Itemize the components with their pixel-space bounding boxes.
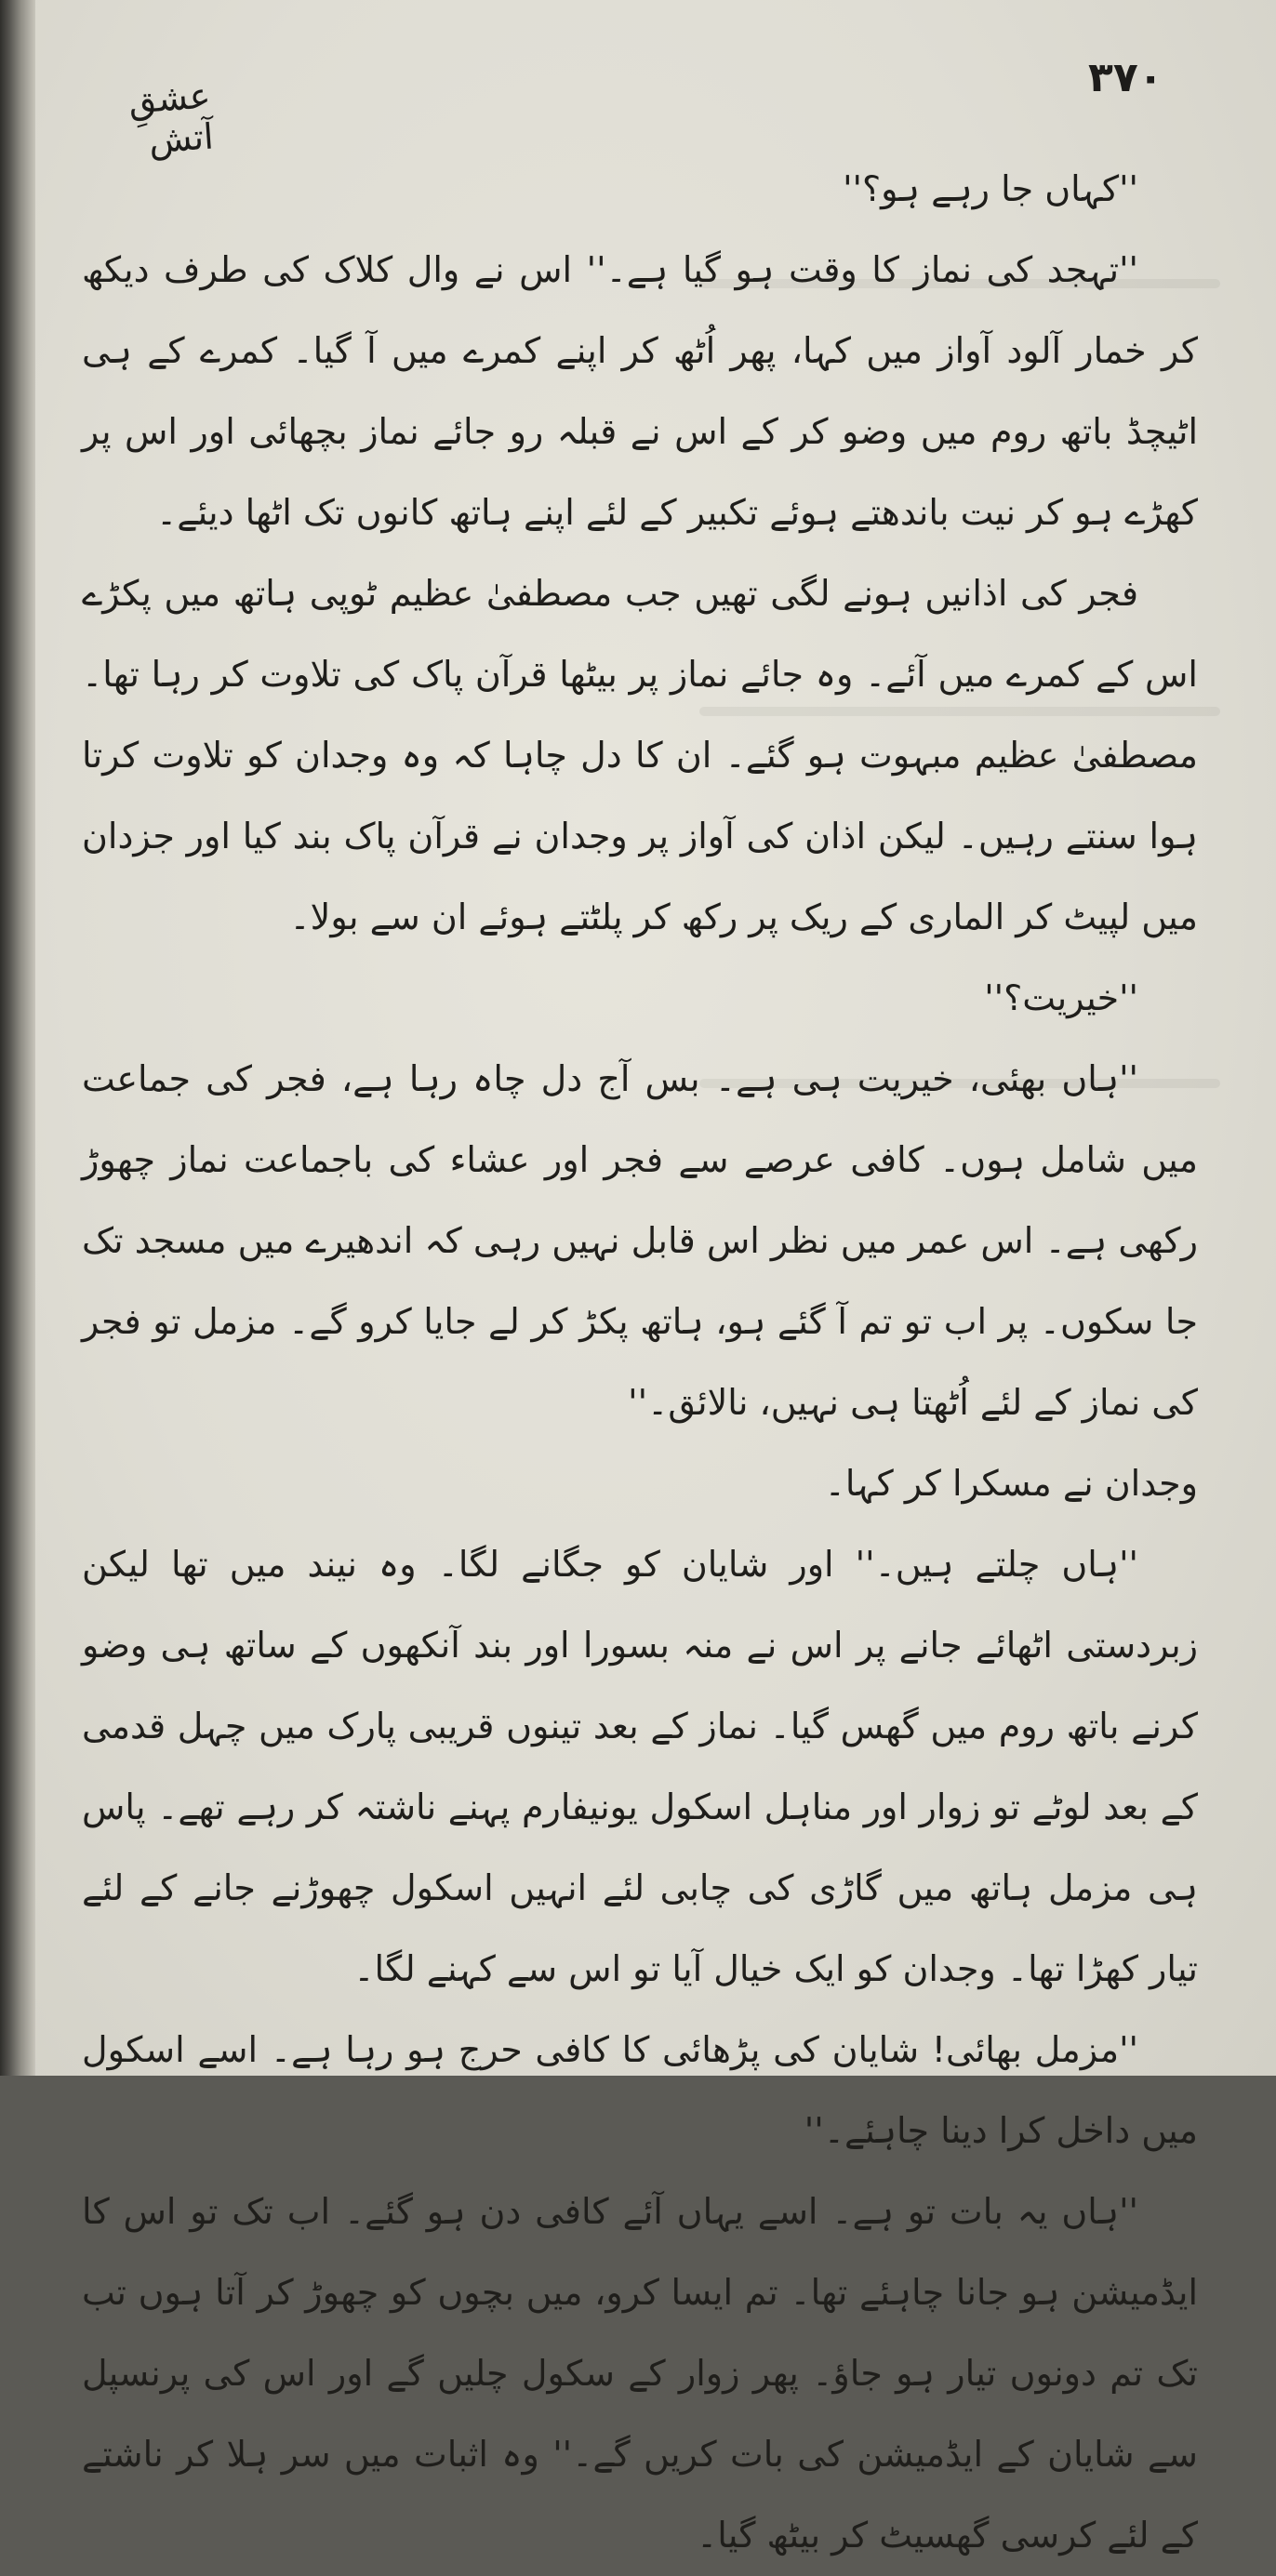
paragraph: وجدان نے مسکرا کر کہا۔ <box>824 1463 1198 1504</box>
book-page <box>35 0 1276 2556</box>
paragraph: ''ہاں چلتے ہیں۔'' اور شایان کو جگانے لگا۔ وہ نیند میں تھا لیکن زبردستی اٹھائے جانے پر اس نے منہ بسورا اور بند آنکھوں کے ساتھ ہی وضو کرنے باتھ روم میں گھس گیا۔ نماز کے بعد تینوں قریبی پارک میں چہل قدمی کے بعد لوٹے تو زوار اور مناہل اسکول یونیفارم پہنے ناشتہ کر رہے تھے۔ پاس ہی مزمل ہاتھ میں گاڑی کی چابی لئے انہیں اسکول چھوڑنے جانے کے لئے تیار کھڑا تھا۔ وجدان کو ایک خیال آیا تو اس سے کہنے لگا۔ <box>82 1544 1198 1989</box>
paragraph: فجر کی اذانیں ہونے لگی تھیں جب مصطفیٰ عظیم ٹوپی ہاتھ میں پکڑے اس کے کمرے میں آئے۔ وہ جائے نماز پر بیٹھا قرآن پاک کی تلاوت کر رہا تھا۔ مصطفیٰ عظیم مبہوت ہو گئے۔ ان کا دل چاہا کہ وہ وجدان کو تلاوت کرتا ہوا سنتے رہیں۔ لیکن اذان کی آواز پر وجدان نے قرآن پاک بند کیا اور جزدان میں لپیٹ کر الماری کے ریک پر رکھ کر پلٹتے ہوئے ان سے بولا۔ <box>82 573 1198 937</box>
paragraph: ''خیریت؟'' <box>984 977 1138 1018</box>
paragraph: ''مزمل بھائی! شایان کی پڑھائی کا کافی حرج ہو رہا ہے۔ اسے اسکول میں داخل کرا دینا چاہئے۔'' <box>82 2029 1198 2151</box>
body-text <box>82 149 1198 2576</box>
paragraph: ''کہاں جا رہے ہو؟'' <box>843 168 1138 209</box>
page-number: ۳۷۰ <box>1088 54 1163 101</box>
paragraph: ''تہجد کی نماز کا وقت ہو گیا ہے۔'' اس نے وال کلاک کی طرف دیکھ کر خمار آلود آواز میں کہا، پھر اُٹھ کر اپنے کمرے میں آ گیا۔ کمرے کے ہی اٹیچڈ باتھ روم میں وضو کر کے اس نے قبلہ رو جائے نماز بچھائی اور اس پر کھڑے ہو کر نیت باندھتے ہوئے تکبیر کے لئے اپنے ہاتھ کانوں تک اٹھا دیئے۔ <box>82 249 1198 533</box>
running-head-book-title: عشقِ آتش <box>126 74 215 162</box>
paragraph: ''ہاں بھئی، خیریت ہی ہے۔ بس آج دل چاہ رہا ہے، فجر کی جماعت میں شامل ہوں۔ کافی عرصے سے فجر اور عشاء کی باجماعت نماز چھوڑ رکھی ہے۔ اس عمر میں نظر اس قابل نہیں رہی کہ اندھیرے میں مسجد تک جا سکوں۔ پر اب تو تم آ گئے ہو، ہاتھ پکڑ کر لے جایا کرو گے۔ مزمل تو فجر کی نماز کے لئے اُٹھتا ہی نہیں، نالائق۔'' <box>82 1058 1198 1423</box>
paragraph: ''ہاں یہ بات تو ہے۔ اسے یہاں آئے کافی دن ہو گئے۔ اب تک تو اس کا ایڈمیشن ہو جانا چاہئے تھا۔ تم ایسا کرو، میں بچوں کو چھوڑ کر آتا ہوں تب تک تم دونوں تیار ہو جاؤ۔ پھر زوار کے سکول چلیں گے اور اس کی پرنسپل سے شایان کے ایڈمیشن کی بات کریں گے۔'' وہ اثبات میں سر ہلا کر ناشتے کے لئے کرسی گھسیٹ کر بیٹھ گیا۔ <box>82 2191 1198 2556</box>
